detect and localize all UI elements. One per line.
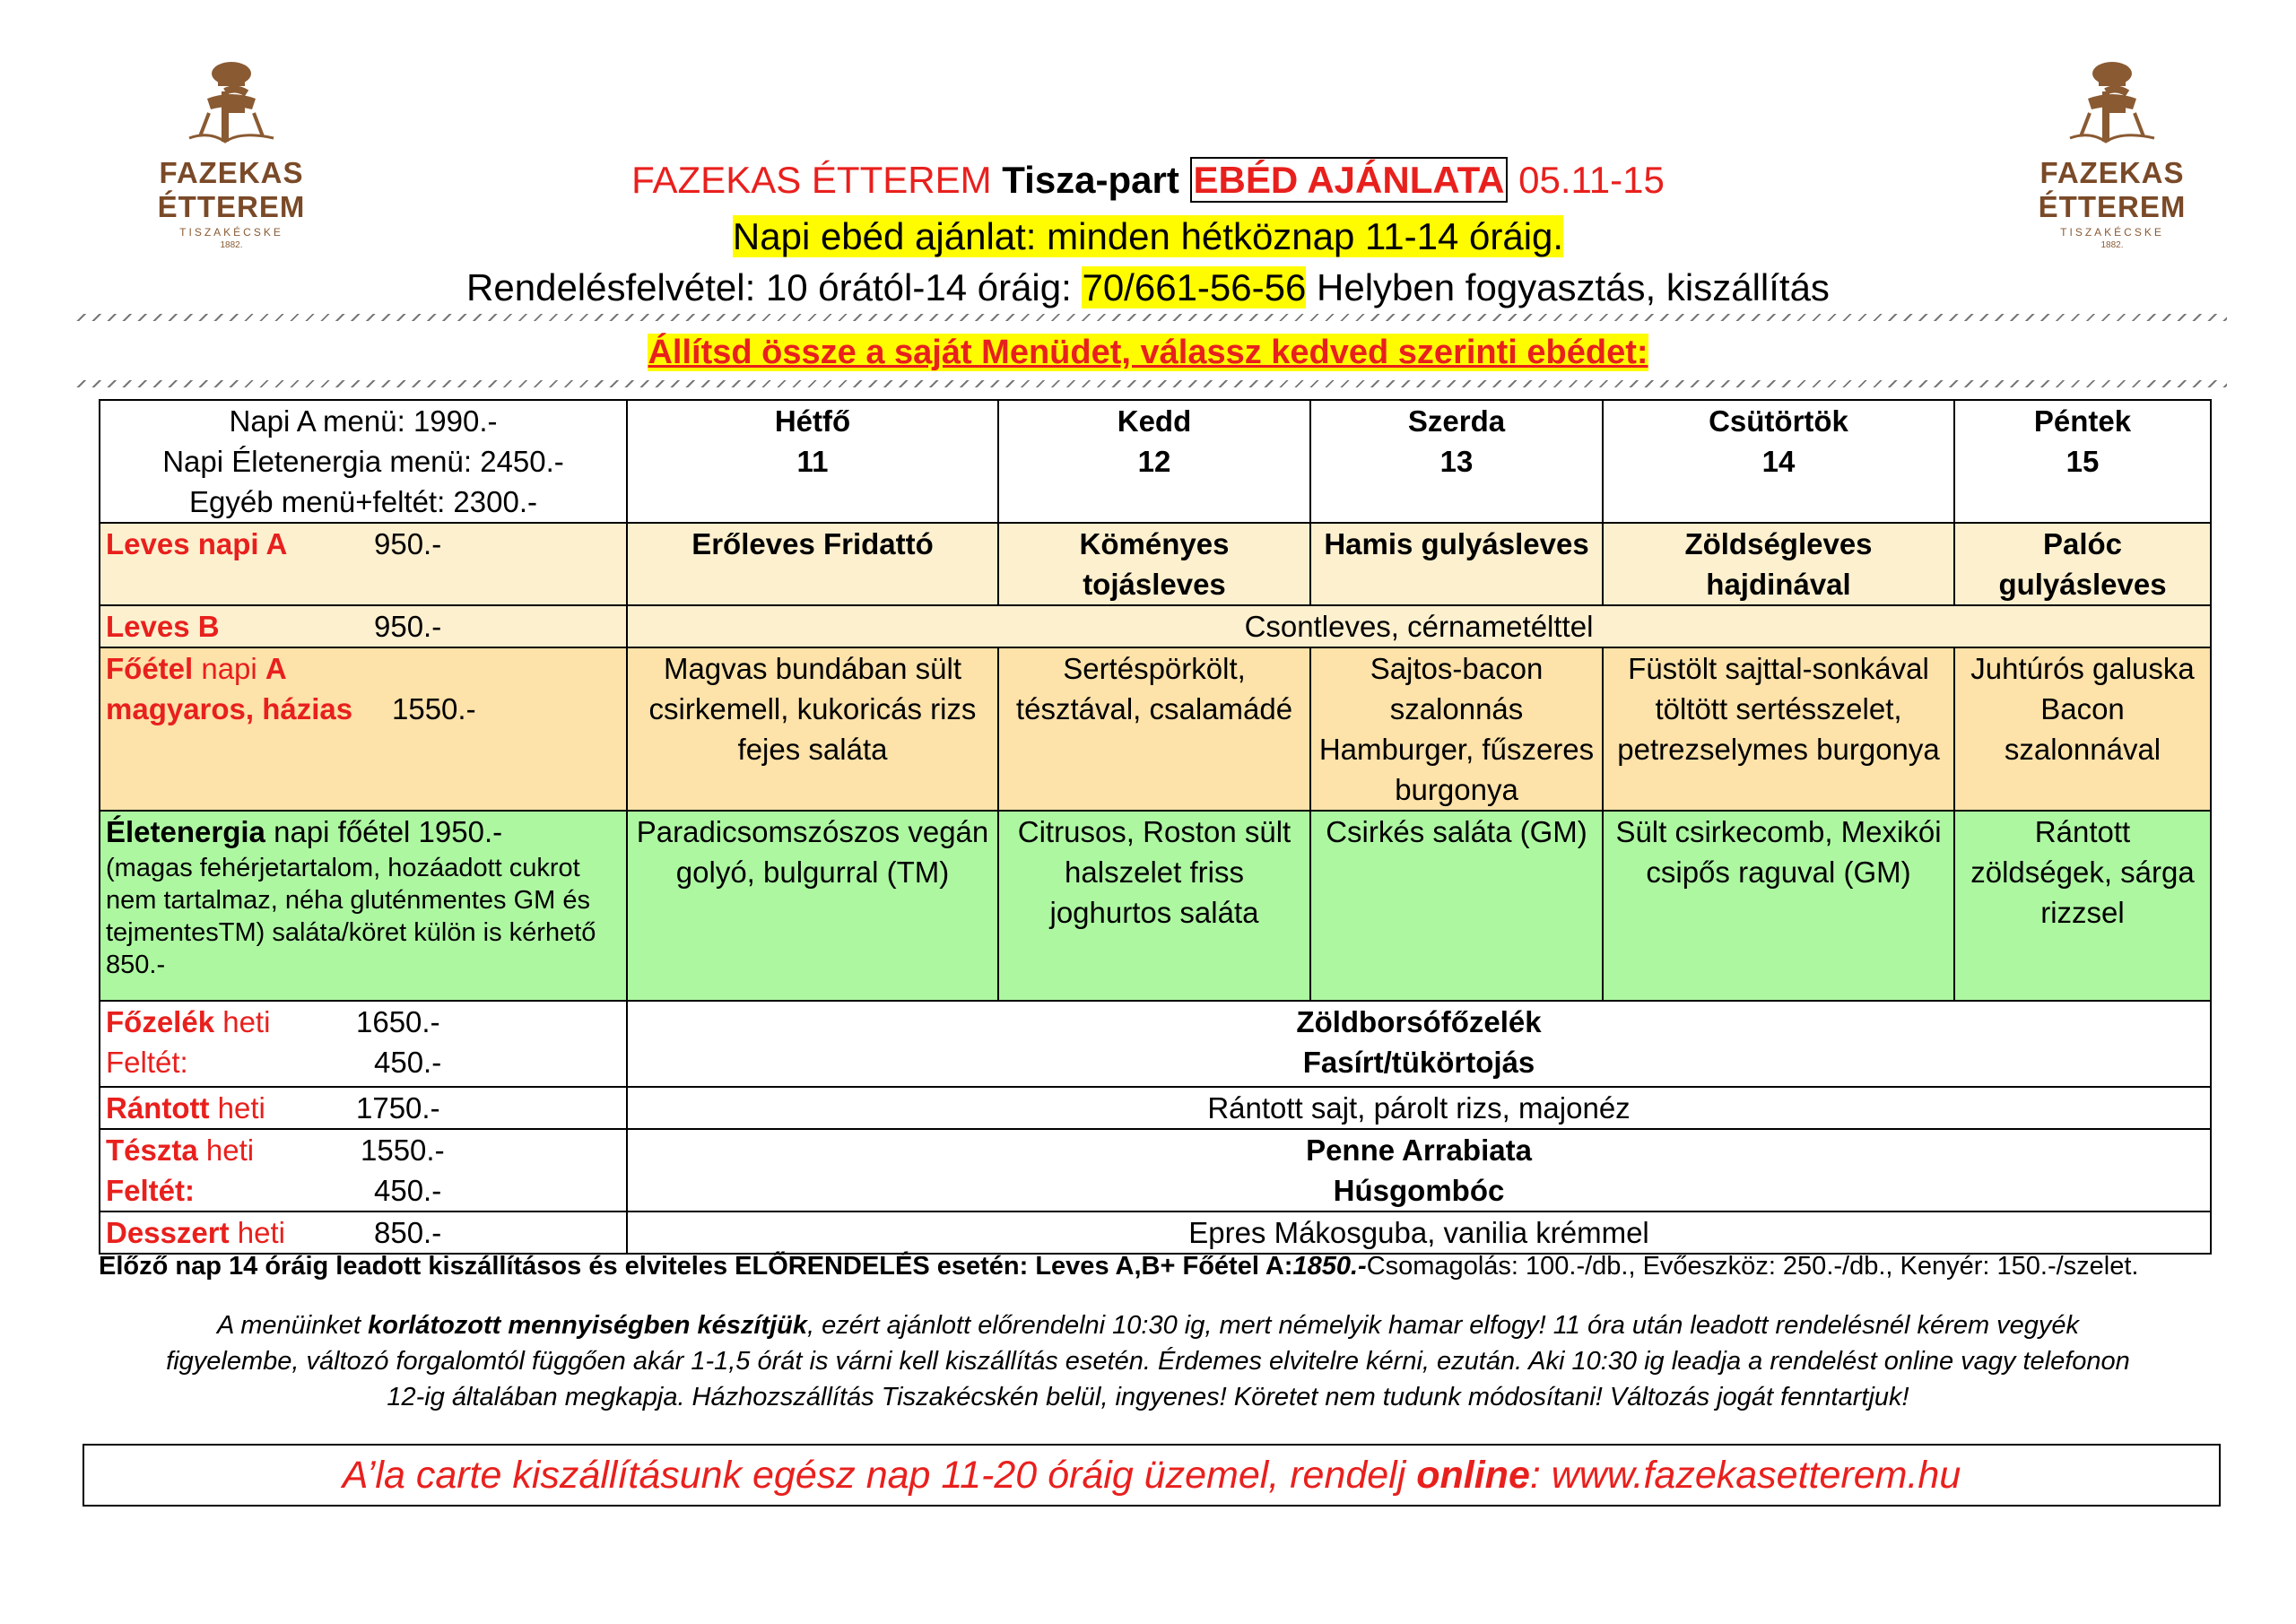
menu-item: Füstölt sajttal-sonkával töltött sertésszelet, petrezselymes burgonya (1603, 647, 1954, 811)
menu-table (99, 399, 2212, 1255)
label-heti: heti (209, 1091, 265, 1125)
table-header-row (100, 400, 2211, 523)
header-offer: EBÉD AJÁNLATA (1190, 157, 1509, 203)
menu-item: Paradicsomszószos vegán golyó, bulgurral (TM) (627, 811, 998, 1001)
menu-item: Citrusos, Roston sült halszelet friss joghurtos saláta (998, 811, 1310, 1001)
menu-item: Palóc gulyásleves (1954, 523, 2211, 605)
menu-item: Rántott sajt, párolt rizs, majonéz (627, 1087, 2211, 1129)
logo-year: 1882. (2100, 240, 2124, 250)
row-fozelek (100, 1001, 2211, 1087)
label-rantott: Rántott (106, 1091, 210, 1125)
menu-item: Sertéspörkölt, tésztával, csalamádé (998, 647, 1310, 811)
label-fozelek: Főzelék (106, 1005, 215, 1038)
label-feltet: Feltét: (106, 1046, 188, 1079)
footer-box (83, 1444, 2221, 1507)
row-leves-a (100, 523, 2211, 605)
menu-item: Epres Mákosguba, vanilia krémmel (627, 1211, 2211, 1254)
label-napi: napi (193, 652, 265, 685)
menu-item (627, 1001, 2211, 1087)
header-line2 (0, 213, 2296, 260)
logo-subtitle: TISZAKÉCSKE (2060, 226, 2164, 239)
price-teszta: 1550.- (361, 1133, 445, 1167)
row-label (100, 811, 627, 1001)
price-feltet: 450.- (374, 1046, 442, 1079)
info-line-3: 12-ig általában megkapja. Házhozszállítás Tiszakécskén belül, ingyenes! Köretet nem tudunk módosítani! Változás jogát fenntartjuk! (387, 1383, 1909, 1411)
row-label (100, 647, 627, 811)
label-feltet: Feltét: (106, 1174, 195, 1207)
fozelek-feltet-item: Fasírt/tükörtojás (1302, 1046, 1535, 1079)
header-title (0, 157, 2296, 204)
label-a: A (265, 652, 287, 685)
menu-item: Juhtúrós galuska Bacon szalonnával (1954, 647, 2211, 811)
day-header (1310, 400, 1603, 523)
menu-item: Hamis gulyásleves (1310, 523, 1603, 605)
price-eletenergia-menu: Napi Életenergia menü: 2450.- (162, 445, 564, 478)
header-restaurant: FAZEKAS ÉTTEREM (631, 159, 992, 201)
day-name: Péntek (2033, 404, 2132, 438)
logo-year: 1882. (220, 240, 243, 250)
teszta-feltet-item: Húsgombóc (1333, 1174, 1505, 1207)
footer-online: online (1416, 1454, 1530, 1497)
preorder-fees: Csomagolás: 100.-/db., Evőeszköz: 250.-/db., Kenyér: 150.-/szelet. (1366, 1252, 2139, 1281)
row-label (100, 523, 627, 605)
price-leves-b: 950.- (374, 610, 442, 643)
day-header (1603, 400, 1954, 523)
logo-name: FAZEKAS ÉTTEREM (157, 156, 306, 223)
menu-item: Erőleves Fridattó (627, 523, 998, 605)
label-heti: heti (214, 1005, 271, 1038)
header-location: Tisza-part (1002, 159, 1179, 201)
chef-pot-icon (2063, 56, 2161, 154)
menu-item: Magvas bundában sült csirkemell, kukoricás rizs fejes saláta (627, 647, 998, 811)
order-info: Rendelésfelvétel: 10 órától-14 óráig: (466, 266, 1083, 308)
day-header (998, 400, 1310, 523)
day-number: 11 (796, 445, 829, 478)
row-eletenergia (100, 811, 2211, 1001)
label-heti: heti (197, 1133, 255, 1167)
service-info: Helyben fogyasztás, kiszállítás (1306, 266, 1830, 308)
preorder-price: 1850.- (1292, 1252, 1367, 1281)
day-number: 13 (1439, 445, 1474, 478)
info-text: A menüinket (216, 1311, 369, 1340)
preorder-note (99, 1248, 2139, 1284)
label-teszta: Tészta (106, 1133, 198, 1167)
price-other-menu: Egyéb menü+feltét: 2300.- (188, 485, 537, 518)
day-number: 15 (2066, 445, 2100, 478)
menu-item: Csirkés saláta (GM) (1310, 811, 1603, 1001)
label-magyaros: magyaros, házias (106, 692, 353, 725)
logo-name: FAZEKAS ÉTTEREM (2038, 156, 2187, 223)
menu-prompt: Állítsd össze a saját Menüdet, válassz kedved szerinti ebédet: (648, 334, 1648, 371)
row-label (100, 605, 627, 647)
label-heti: heti (229, 1216, 285, 1249)
menu-prices (100, 400, 627, 523)
price-a-menu: Napi A menü: 1990.- (229, 404, 498, 438)
day-number: 14 (1761, 445, 1796, 478)
day-name: Szerda (1407, 404, 1506, 438)
logo-subtitle: TISZAKÉCSKE (179, 226, 283, 239)
fozelek-item: Zöldborsófőzelék (1296, 1005, 1542, 1038)
price-rantott: 1750.- (356, 1091, 440, 1125)
info-text: , ezért ajánlott előrendelni 10:30 ig, mert némelyik hamar elfogy! 11 óra után leadott rendelésnél kérem vegyék (807, 1311, 2080, 1340)
row-label (100, 1129, 627, 1211)
footer-text: A’la carte kiszállításunk egész nap 11-20 óráig üzemel, rendelj (342, 1454, 1417, 1497)
label-leves-a: Leves napi A (106, 527, 288, 560)
label-leves-b: Leves B (106, 610, 220, 643)
eletenergia-description: (magas fehérjetartalom, hozáadott cukrot nem tartalmaz, néha gluténmentes GM és tejmentesTM) saláta/köret külön is kérhető 850.- (106, 854, 596, 979)
info-line-1 (90, 1307, 2206, 1343)
day-name: Csütörtök (1709, 404, 1848, 438)
day-number: 12 (1137, 445, 1171, 478)
menu-item: Csontleves, cérnametélttel (627, 605, 2211, 647)
price-foetel: 1550.- (392, 692, 476, 725)
header-line3 (0, 265, 2296, 311)
header-hours: Napi ebéd ajánlat: minden hétköznap 11-14 óráig. (732, 215, 1564, 257)
day-header (627, 400, 998, 523)
row-label (100, 1087, 627, 1129)
separator-top (76, 314, 2227, 321)
menu-item: Köményes tojásleves (998, 523, 1310, 605)
separator-bottom (76, 380, 2227, 387)
label-eletenergia-price: napi főétel 1950.- (265, 815, 503, 848)
phone-number: 70/661-56-56 (1082, 266, 1307, 308)
info-bold: korlátozott mennyiségben készítjük (368, 1311, 808, 1340)
header-line4 (0, 329, 2296, 376)
row-rantott (100, 1087, 2211, 1129)
menu-item: Sült csirkecomb, Mexikói csipős raguval (GM) (1603, 811, 1954, 1001)
header-dates: 05.11-15 (1518, 159, 1665, 201)
day-name: Hétfő (774, 404, 851, 438)
menu-item: Zöldségleves hajdinával (1603, 523, 1954, 605)
label-eletenergia: Életenergia (106, 815, 265, 848)
row-leves-b (100, 605, 2211, 647)
price-fozelek: 1650.- (356, 1005, 440, 1038)
row-foetel (100, 647, 2211, 811)
footer-website[interactable]: : www.fazekasetterem.hu (1529, 1454, 1961, 1497)
day-name: Kedd (1117, 404, 1192, 438)
menu-item (627, 1129, 2211, 1211)
price-desszert: 850.- (374, 1216, 442, 1249)
preorder-text: Előző nap 14 óráig leadott kiszállításos és elviteles ELŐRENDELÉS esetén: Leves A,B+ Főétel A: (99, 1252, 1293, 1281)
label-foetel: Főétel (106, 652, 194, 685)
menu-item: Sajtos-bacon szalonnás Hamburger, fűszeres burgonya (1310, 647, 1603, 811)
chef-pot-icon (182, 56, 281, 154)
menu-item: Rántott zöldségek, sárga rizzsel (1954, 811, 2211, 1001)
row-label (100, 1001, 627, 1087)
row-teszta (100, 1129, 2211, 1211)
teszta-item: Penne Arrabiata (1306, 1133, 1532, 1167)
row-desszert (100, 1211, 2211, 1254)
day-header (1954, 400, 2211, 523)
price-leves-a: 950.- (374, 527, 442, 560)
price-feltet: 450.- (374, 1174, 442, 1207)
info-line-2: figyelembe, változó forgalomtól függően akár 1-1,5 órát is várni kell kiszállítás esetén. Érdemes elvitelre kérni, ezután. Aki 10:30 ig leadja a rendelést online vagy telefonon (166, 1347, 2130, 1376)
label-desszert: Desszert (106, 1216, 230, 1249)
row-label (100, 1211, 627, 1254)
